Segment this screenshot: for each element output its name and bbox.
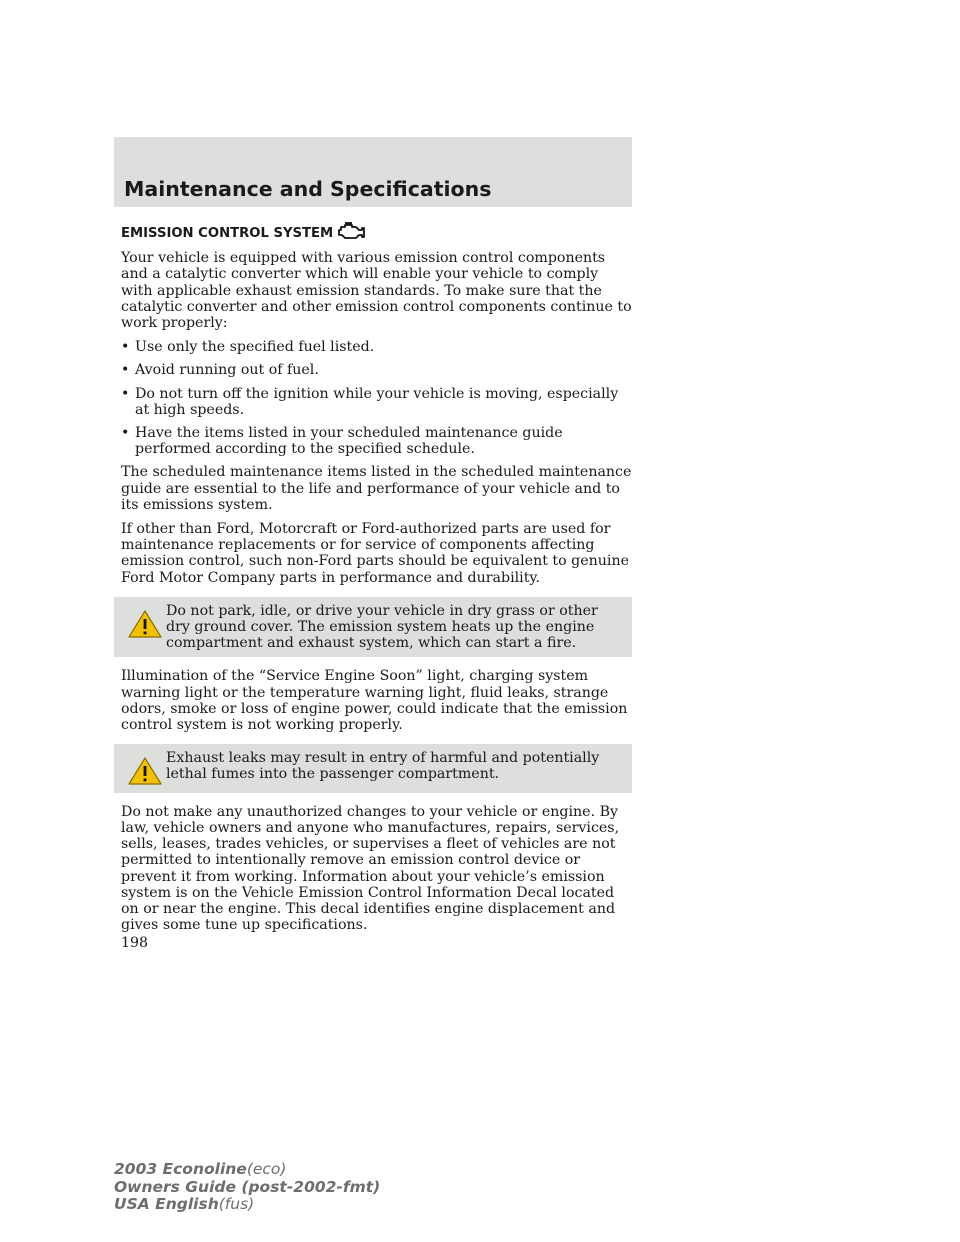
check-engine-icon <box>336 221 366 241</box>
list-item-text: Have the items listed in your scheduled maintenance guide performed according to the specified schedule. <box>135 425 563 458</box>
bullet-mark: • <box>121 339 130 356</box>
section-heading-text: EMISSION CONTROL SYSTEM <box>121 226 334 241</box>
footer-model-code: (eco) <box>246 1160 287 1178</box>
page-title: Maintenance and Specifications <box>124 177 492 201</box>
list-item <box>121 339 632 355</box>
document-footer <box>114 1161 380 1214</box>
footer-line <box>114 1196 380 1214</box>
main-content <box>121 226 632 941</box>
section-header-band <box>114 137 632 207</box>
list-item-text: Avoid running out of fuel. <box>135 362 319 379</box>
footer-guide: Owners Guide (post-2002-fmt) <box>114 1177 381 1196</box>
exhaust-warning-box <box>114 744 632 792</box>
precaution-list <box>121 339 632 457</box>
bullet-mark: • <box>121 385 130 402</box>
warning-triangle-icon <box>124 754 166 788</box>
section-heading <box>121 226 632 242</box>
list-item <box>121 362 632 378</box>
list-item <box>121 425 632 457</box>
bullet-mark: • <box>121 362 130 379</box>
scheduled-maintenance-paragraph: The scheduled maintenance items listed in the scheduled maintenance guide are essential to the life and performance of your vehicle and to its emissions system. <box>121 464 632 513</box>
footer-line <box>114 1161 380 1179</box>
fire-warning-box <box>114 597 632 658</box>
warning-triangle-icon <box>124 607 166 641</box>
list-item <box>121 386 632 418</box>
footer-language-code: (fus) <box>218 1195 255 1213</box>
list-item-text: Use only the specified fuel listed. <box>135 339 375 356</box>
illumination-paragraph: Illumination of the “Service Engine Soon” light, charging system warning light or the temperature warning light, fluid leaks, strange odors, smoke or loss of engine power, could indicate that the emission control system is not working properly. <box>121 668 628 734</box>
page-number: 198 <box>121 935 149 951</box>
list-item-text: Do not turn off the ignition while your vehicle is moving, especially at high speeds. <box>135 385 619 418</box>
warning-text: Do not park, idle, or drive your vehicle in dry grass or other dry ground cover. The emission system heats up the engine compartment and exhaust system, which can start a fire. <box>166 602 598 652</box>
bullet-mark: • <box>121 425 130 442</box>
replacement-parts-paragraph: If other than Ford, Motorcraft or Ford-authorized parts are used for maintenance replacements or for service of components affecting emission control, such non-Ford parts should be equivalent to genuine Ford Motor Company parts in performance and durability. <box>121 521 629 586</box>
footer-model: 2003 Econoline <box>114 1160 247 1178</box>
unauthorized-changes-paragraph: Do not make any unauthorized changes to your vehicle or engine. By law, vehicle owners and anyone who manufactures, repairs, services, sells, leases, trades vehicles, or supervises a fleet of vehicles are not permitted to intentionally remove an emission control device or prevent it from working. Information about your vehicle’s emission system is on the Vehicle Emission Control Information Decal located on or near the engine. This decal identifies engine displacement and gives some tune up specifications. <box>121 803 620 934</box>
intro-paragraph: Your vehicle is equipped with various emission control components and a catalytic converter which will enable your vehicle to comply with applicable exhaust emission standards. To make sure that the catalytic converter and other emission control components continue to work properly: <box>121 250 632 332</box>
warning-text: Exhaust leaks may result in entry of harmful and potentially lethal fumes into the passenger compartment. <box>166 750 600 783</box>
footer-language: USA English <box>114 1195 219 1213</box>
footer-line <box>114 1179 380 1197</box>
